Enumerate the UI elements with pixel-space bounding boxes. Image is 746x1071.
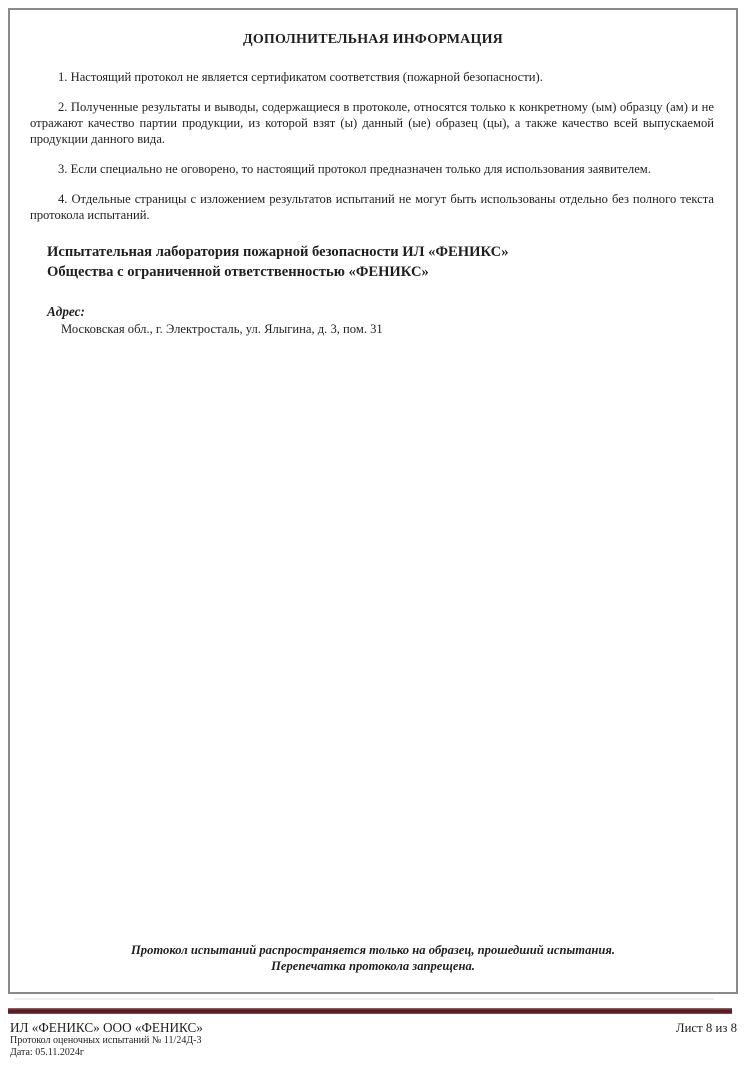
footer-organization: ИЛ «ФЕНИКС» ООО «ФЕНИКС» [10,1020,203,1035]
page-content [10,10,736,992]
page-title: ДОПОЛНИТЕЛЬНАЯ ИНФОРМАЦИЯ [243,32,503,47]
footer-date: Дата: 05.11.2024г [10,1047,84,1058]
protocol-notice-line1: Протокол испытаний распространяется только на образец, прошедший испытания. [131,943,615,957]
footer-sheet-number: Лист 8 из 8 [675,1021,737,1035]
page-border-frame [8,8,738,994]
laboratory-name [47,242,716,282]
frame-shadow-line [14,998,714,1000]
laboratory-name-line1: Испытательная лаборатория пожарной безопасности ИЛ «ФЕНИКС» [47,244,509,260]
footer-protocol-number: Протокол оценочных испытаний № 11/24Д-3 [10,1035,202,1046]
paragraph-4: 4. Отдельные страницы с изложением результатов испытаний не могут быть использованы отдельно без полного текста протокола испытаний. [30,192,714,222]
paragraph-2: 2. Полученные результаты и выводы, содержащиеся в протоколе, относятся только к конкретному (ым) образцу (ам) и не отражают качество партии продукции, из которой взят (ы) данный (ые) образец (цы), а также качество всей выпускаемой продукции данного вида. [30,100,714,146]
laboratory-name-line2: Общества с ограниченной ответственностью «ФЕНИКС» [47,264,429,280]
paragraph-3: 3. Если специально не оговорено, то настоящий протокол предназначен только для использования заявителем. [58,162,651,176]
protocol-notice [10,942,736,974]
address-label: Адрес: [47,304,85,319]
paragraph-1: 1. Настоящий протокол не является сертификатом соответствия (пожарной безопасности). [58,70,543,84]
footer-left-block [10,1020,203,1059]
address-value: Московская обл., г. Электросталь, ул. Ялыгина, д. 3, пом. 31 [61,322,383,336]
protocol-notice-line2: Перепечатка протокола запрещена. [271,959,475,973]
footer-rule-bar [8,1008,732,1014]
